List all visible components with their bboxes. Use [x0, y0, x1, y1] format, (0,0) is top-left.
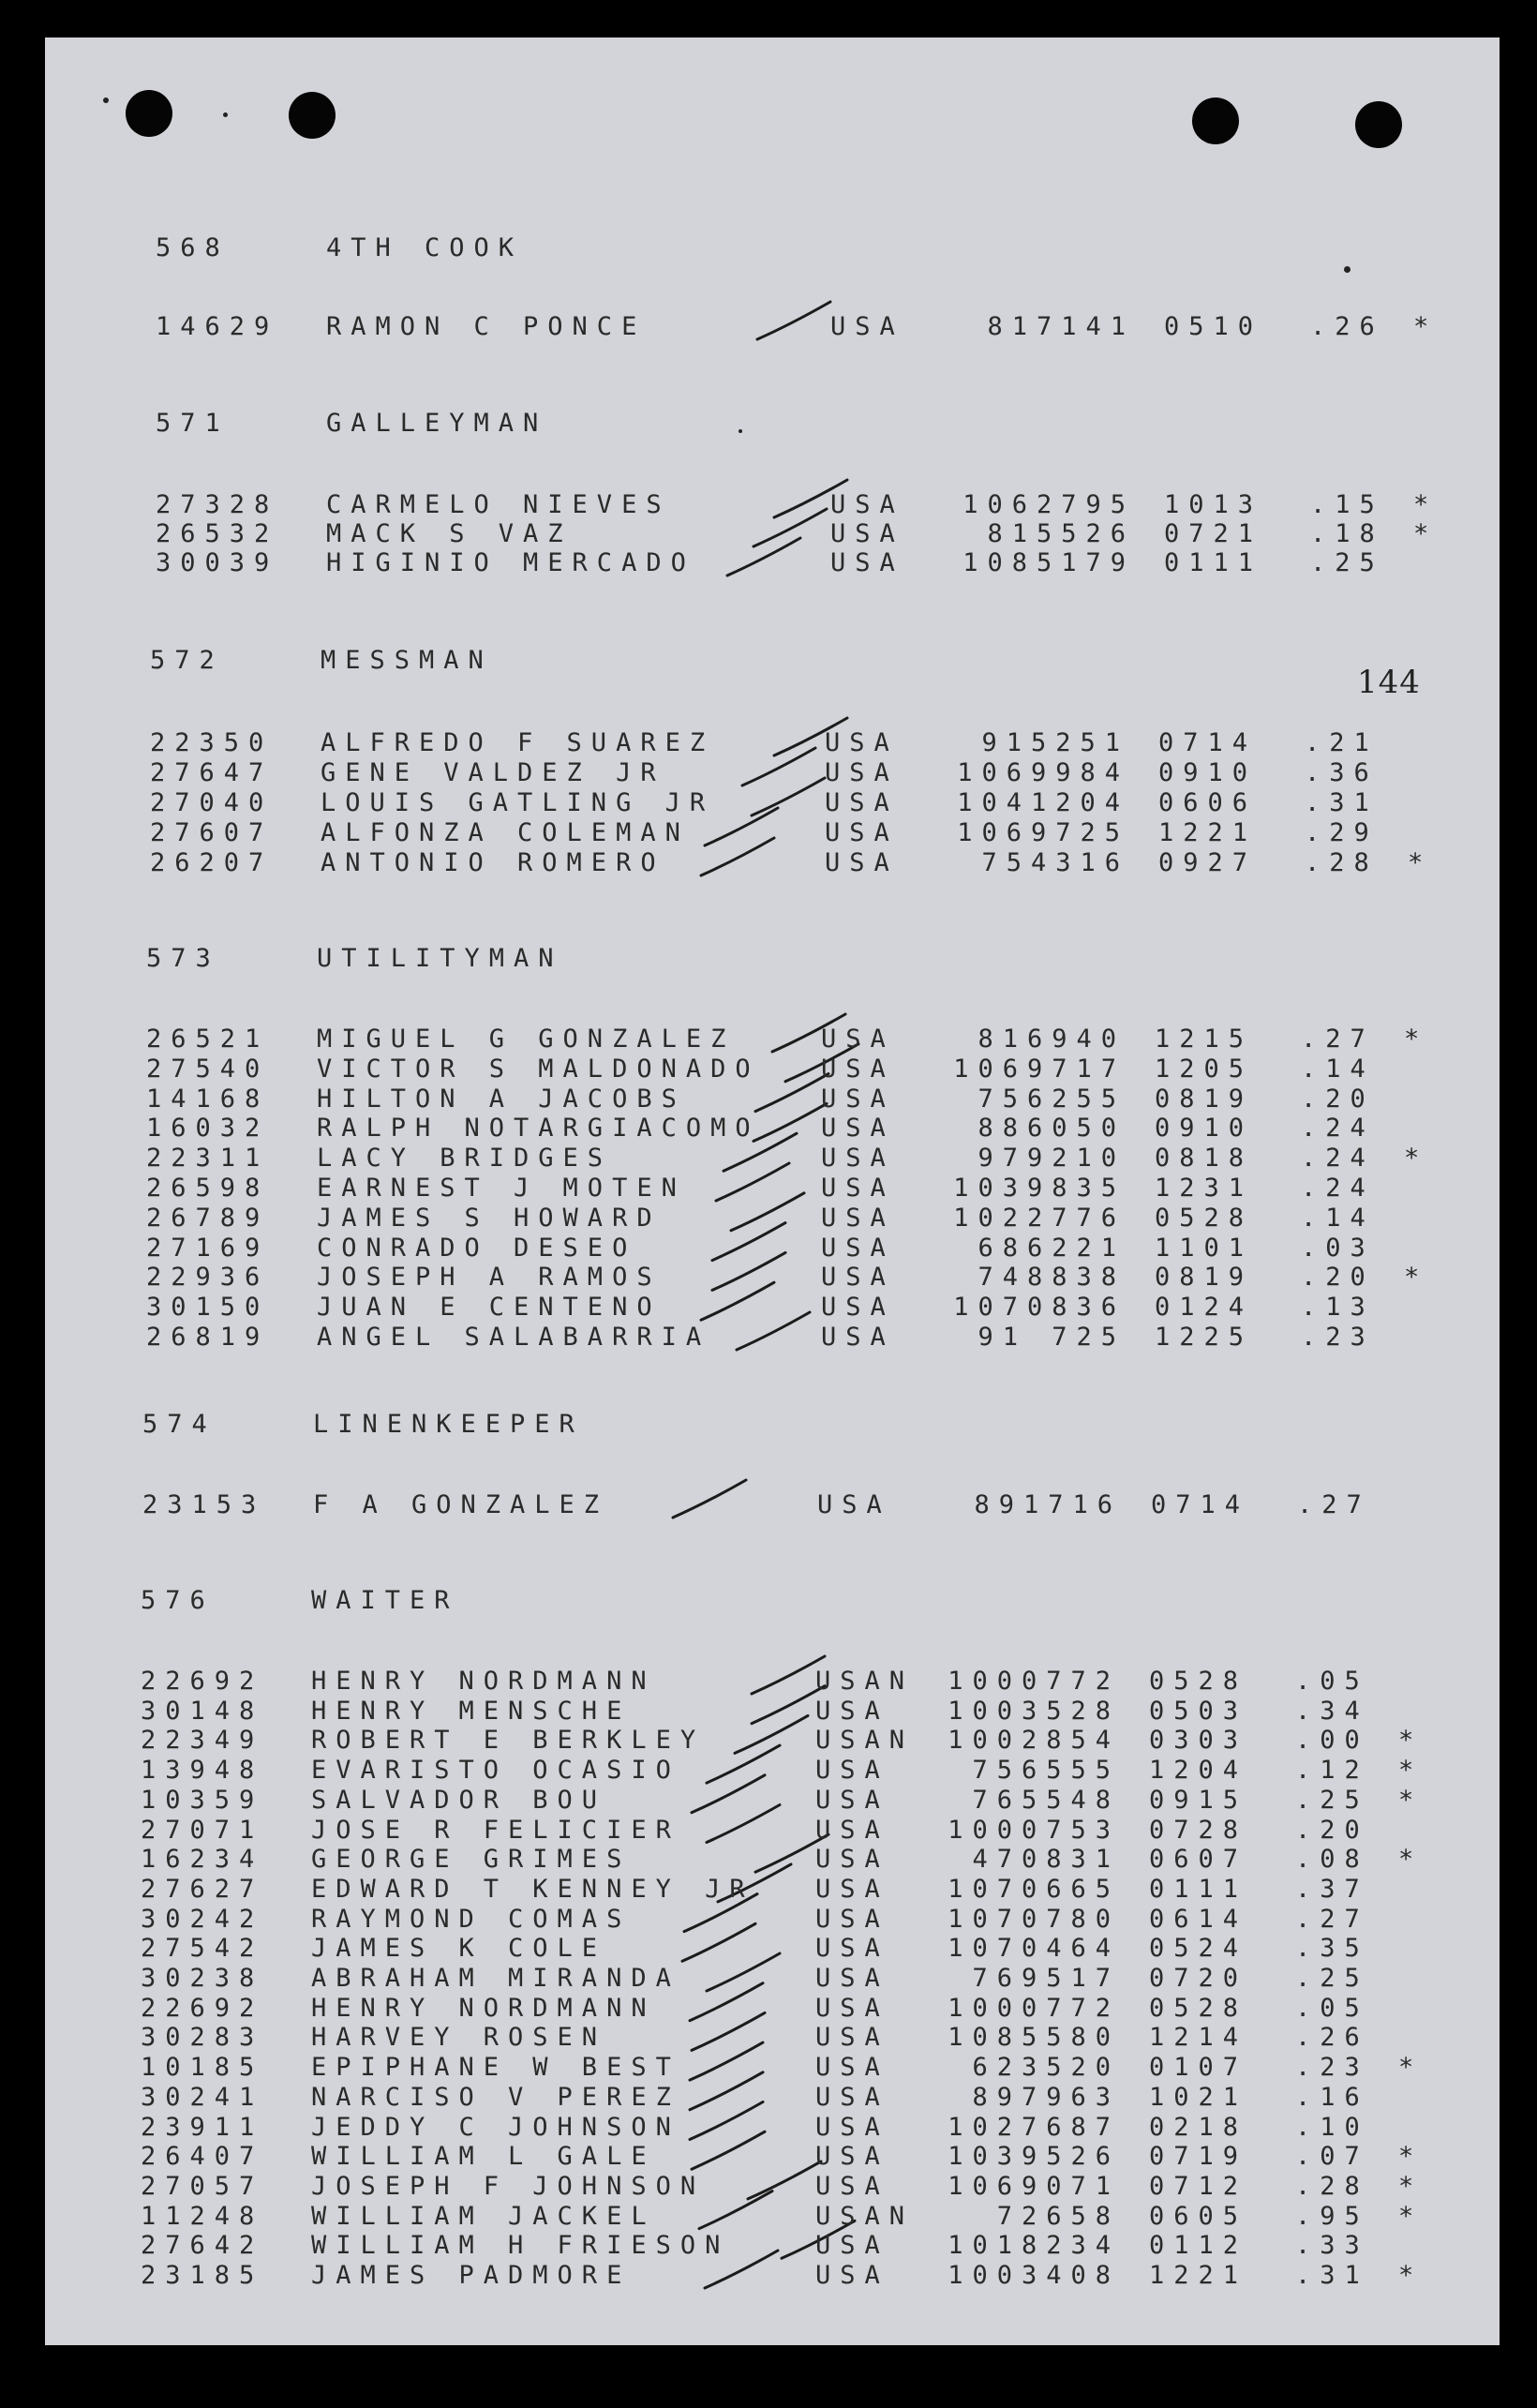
row-date: 0818: [1155, 1144, 1254, 1174]
row-asterisk: *: [1398, 2142, 1424, 2172]
row-number: 897963: [972, 2082, 1120, 2112]
row-nationality: USA: [815, 1874, 889, 1904]
row-name: ROBERT E BERKLEY: [311, 1726, 706, 1756]
row-name: HARVEY ROSEN: [311, 2023, 607, 2053]
row-number: 769517: [972, 1964, 1120, 1993]
group-code: 573: [146, 944, 220, 973]
row-id: 30283: [141, 2023, 264, 2053]
row-date: 0614: [1149, 1904, 1248, 1934]
row-name: GEORGE GRIMES: [311, 1845, 632, 1875]
row-date: 1205: [1155, 1054, 1254, 1084]
row-number: 1002854: [948, 1726, 1120, 1756]
row-rate: .24: [1301, 1114, 1375, 1144]
row-nationality: USA: [815, 2023, 889, 2053]
group-title: WAITER: [311, 1586, 459, 1615]
row-id: 26521: [146, 1025, 270, 1054]
row-nationality: USA: [825, 788, 899, 817]
row-name: LACY BRIDGES: [317, 1144, 613, 1174]
row-name: WILLIAM L GALE: [311, 2142, 656, 2172]
row-number: 1085179: [962, 548, 1135, 577]
row-id: 30241: [141, 2082, 264, 2112]
row-date: 0111: [1149, 1874, 1248, 1904]
row-date: 0927: [1158, 848, 1258, 877]
row-nationality: USA: [821, 1203, 895, 1233]
row-asterisk: *: [1398, 1845, 1424, 1875]
row-date: 1204: [1149, 1756, 1248, 1786]
row-rate: .24: [1301, 1144, 1375, 1174]
row-asterisk: *: [1404, 1263, 1429, 1293]
row-nationality: USA: [815, 2171, 889, 2201]
row-date: 0819: [1155, 1263, 1254, 1293]
row-number: 1070464: [948, 1934, 1120, 1964]
row-name: SALVADOR BOU: [311, 1785, 607, 1815]
row-id: 10359: [141, 1785, 264, 1815]
row-name: RAMON C PONCE: [326, 312, 647, 341]
row-rate: .20: [1301, 1263, 1375, 1293]
row-rate: .27: [1297, 1490, 1371, 1519]
row-date: 0124: [1155, 1293, 1254, 1323]
row-date: 0728: [1149, 1815, 1248, 1845]
row-name: CARMELO NIEVES: [326, 490, 671, 519]
row-id: 11248: [141, 2201, 264, 2231]
row-number: 1070780: [948, 1904, 1120, 1934]
row-rate: .28: [1305, 848, 1379, 877]
row-asterisk: *: [1404, 1144, 1429, 1174]
row-rate: .26: [1295, 2023, 1369, 2053]
row-date: 0714: [1151, 1490, 1250, 1519]
row-nationality: USA: [830, 490, 904, 519]
row-date: 0528: [1149, 1667, 1248, 1696]
row-date: 1214: [1149, 2023, 1248, 2053]
row-nationality: USA: [815, 1815, 889, 1845]
row-rate: .03: [1301, 1233, 1375, 1263]
row-number: 1022776: [953, 1203, 1126, 1233]
row-date: 1225: [1155, 1323, 1254, 1352]
row-id: 27540: [146, 1054, 270, 1084]
row-nationality: USA: [821, 1114, 895, 1144]
row-number: 748838: [977, 1263, 1126, 1293]
row-rate: .34: [1295, 1696, 1369, 1726]
row-id: 27057: [141, 2171, 264, 2201]
row-number: 1070836: [953, 1293, 1126, 1323]
row-number: 72658: [996, 2201, 1120, 2231]
row-date: 0524: [1149, 1934, 1248, 1964]
row-id: 27071: [141, 1815, 264, 1845]
row-id: 22936: [146, 1263, 270, 1293]
row-name: JEDDY C JOHNSON: [311, 2112, 680, 2142]
row-name: JOSEPH A RAMOS: [317, 1263, 662, 1293]
row-number: 756555: [972, 1756, 1120, 1786]
group-code: 576: [141, 1586, 215, 1615]
row-rate: .31: [1295, 2261, 1369, 2290]
row-date: 0528: [1155, 1203, 1254, 1233]
row-date: 1021: [1149, 2082, 1248, 2112]
row-name: EDWARD T KENNEY JR: [311, 1874, 754, 1904]
row-date: 0606: [1158, 788, 1258, 817]
row-nationality: USA: [815, 1964, 889, 1993]
row-id: 27642: [141, 2231, 264, 2261]
row-rate: .08: [1295, 1845, 1369, 1875]
row-nationality: USA: [830, 519, 904, 548]
row-nationality: USA: [815, 1756, 889, 1786]
row-rate: .25: [1295, 1964, 1369, 1993]
row-rate: .27: [1301, 1025, 1375, 1054]
row-id: 26407: [141, 2142, 264, 2172]
row-nationality: USA: [815, 2112, 889, 2142]
group-title: UTILITYMAN: [317, 944, 563, 973]
row-date: 0528: [1149, 1993, 1248, 2023]
row-nationality: USAN: [815, 1726, 915, 1756]
row-number: 1039835: [953, 1174, 1126, 1203]
row-nationality: USA: [825, 818, 899, 847]
row-id: 23185: [141, 2261, 264, 2290]
row-rate: .25: [1310, 548, 1384, 577]
row-id: 23153: [142, 1490, 266, 1519]
row-id: 30242: [141, 1904, 264, 1934]
row-name: MACK S VAZ: [326, 519, 573, 548]
row-number: 623520: [972, 2053, 1120, 2083]
row-id: 22692: [141, 1667, 264, 1696]
row-name: HENRY MENSCHE: [311, 1696, 632, 1726]
row-nationality: USA: [821, 1323, 895, 1352]
row-rate: .37: [1295, 1874, 1369, 1904]
row-date: 0720: [1149, 1964, 1248, 1993]
row-nationality: USA: [821, 1025, 895, 1054]
row-number: 1000772: [948, 1993, 1120, 2023]
row-name: EPIPHANE W BEST: [311, 2053, 680, 2083]
row-id: 26532: [156, 519, 279, 548]
row-rate: .25: [1295, 1785, 1369, 1815]
row-date: 1221: [1158, 818, 1258, 847]
row-nationality: USA: [821, 1174, 895, 1203]
row-rate: .21: [1305, 728, 1379, 757]
row-date: 0111: [1164, 548, 1263, 577]
row-number: 891716: [974, 1490, 1122, 1519]
row-name: JOSEPH F JOHNSON: [311, 2171, 706, 2201]
row-name: ANGEL SALABARRIA: [317, 1323, 711, 1352]
row-id: 26598: [146, 1174, 270, 1203]
row-date: 0607: [1149, 1845, 1248, 1875]
row-number: 1027687: [948, 2112, 1120, 2142]
row-name: NARCISO V PEREZ: [311, 2082, 680, 2112]
row-date: 1101: [1155, 1233, 1254, 1263]
row-asterisk: *: [1398, 1726, 1424, 1756]
row-name: RAYMOND COMAS: [311, 1904, 632, 1934]
row-rate: .20: [1301, 1084, 1375, 1114]
row-number: 1018234: [948, 2231, 1120, 2261]
row-id: 23911: [141, 2112, 264, 2142]
row-rate: .15: [1310, 490, 1384, 519]
row-id: 14629: [156, 312, 279, 341]
row-id: 30039: [156, 548, 279, 577]
row-name: ALFONZA COLEMAN: [321, 818, 690, 847]
row-name: VICTOR S MALDONADO: [317, 1054, 760, 1084]
row-id: 22692: [141, 1993, 264, 2023]
group-title: 4TH COOK: [326, 233, 524, 262]
row-nationality: USA: [815, 1934, 889, 1964]
row-asterisk: *: [1413, 312, 1439, 341]
row-asterisk: *: [1398, 1756, 1424, 1786]
row-nationality: USA: [821, 1054, 895, 1084]
row-number: 686221: [977, 1233, 1126, 1263]
row-number: 1039526: [948, 2142, 1120, 2172]
row-rate: .20: [1295, 1815, 1369, 1845]
row-name: GENE VALDEZ JR: [321, 758, 665, 787]
row-name: JOSE R FELICIER: [311, 1815, 680, 1845]
row-rate: .13: [1301, 1293, 1375, 1323]
row-name: JAMES K COLE: [311, 1934, 607, 1964]
row-id: 27607: [150, 818, 274, 847]
row-number: 979210: [977, 1144, 1126, 1174]
row-name: JAMES PADMORE: [311, 2261, 632, 2290]
row-nationality: USA: [815, 1904, 889, 1934]
row-number: 765548: [972, 1785, 1120, 1815]
row-id: 22350: [150, 728, 274, 757]
row-name: ANTONIO ROMERO: [321, 848, 665, 877]
row-date: 0605: [1149, 2201, 1248, 2231]
row-rate: .26: [1310, 312, 1384, 341]
row-id: 16032: [146, 1114, 270, 1144]
row-name: JUAN E CENTENO: [317, 1293, 662, 1323]
row-name: ALFREDO F SUAREZ: [321, 728, 715, 757]
row-rate: .10: [1295, 2112, 1369, 2142]
row-nationality: USA: [821, 1233, 895, 1263]
row-nationality: USA: [821, 1293, 895, 1323]
row-number: 754316: [981, 848, 1129, 877]
row-id: 26789: [146, 1203, 270, 1233]
row-name: HENRY NORDMANN: [311, 1993, 656, 2023]
row-number: 915251: [981, 728, 1129, 757]
group-title: LINENKEEPER: [313, 1410, 584, 1439]
handwritten-page-number: 144: [1357, 664, 1421, 701]
row-nationality: USAN: [815, 1667, 915, 1696]
row-number: 816940: [977, 1025, 1126, 1054]
row-name: HILTON A JACOBS: [317, 1084, 686, 1114]
row-name: EARNEST J MOTEN: [317, 1174, 686, 1203]
row-name: HIGINIO MERCADO: [326, 548, 695, 577]
row-nationality: USA: [821, 1263, 895, 1293]
row-name: LOUIS GATLING JR: [321, 788, 715, 817]
row-id: 27647: [150, 758, 274, 787]
row-nationality: USA: [815, 1993, 889, 2023]
roster-listing: [45, 37, 1500, 2345]
row-rate: .14: [1301, 1054, 1375, 1084]
row-date: 0819: [1155, 1084, 1254, 1114]
row-id: 16234: [141, 1845, 264, 1875]
row-nationality: USA: [815, 2053, 889, 2083]
row-number: 1003408: [948, 2261, 1120, 2290]
row-number: 1000753: [948, 1815, 1120, 1845]
row-name: HENRY NORDMANN: [311, 1667, 656, 1696]
row-number: 886050: [977, 1114, 1126, 1144]
row-rate: .33: [1295, 2231, 1369, 2261]
row-date: 1013: [1164, 490, 1263, 519]
row-nationality: USA: [830, 548, 904, 577]
row-id: 27169: [146, 1233, 270, 1263]
row-asterisk: *: [1398, 2171, 1424, 2201]
row-asterisk: *: [1398, 2053, 1424, 2083]
row-number: 756255: [977, 1084, 1126, 1114]
row-nationality: USA: [830, 312, 904, 341]
row-rate: .36: [1305, 758, 1379, 787]
row-date: 0303: [1149, 1726, 1248, 1756]
row-rate: .24: [1301, 1174, 1375, 1203]
document-page: [45, 37, 1500, 2345]
row-number: 817141: [987, 312, 1135, 341]
row-date: 0218: [1149, 2112, 1248, 2142]
row-name: JAMES S HOWARD: [317, 1203, 662, 1233]
row-id: 26819: [146, 1323, 270, 1352]
row-asterisk: *: [1398, 2201, 1424, 2231]
row-asterisk: *: [1413, 490, 1439, 519]
row-number: 1069984: [957, 758, 1129, 787]
row-nationality: USA: [815, 2082, 889, 2112]
row-asterisk: *: [1413, 519, 1439, 548]
row-date: 1215: [1155, 1025, 1254, 1054]
row-date: 0712: [1149, 2171, 1248, 2201]
row-date: 0721: [1164, 519, 1263, 548]
group-title: MESSMAN: [321, 646, 493, 675]
row-nationality: USA: [815, 2261, 889, 2290]
row-number: 1000772: [948, 1667, 1120, 1696]
row-id: 10185: [141, 2053, 264, 2083]
row-number: 1041204: [957, 788, 1129, 817]
row-id: 22349: [141, 1726, 264, 1756]
row-asterisk: *: [1398, 2261, 1424, 2290]
row-id: 14168: [146, 1084, 270, 1114]
group-code: 568: [156, 233, 230, 262]
row-rate: .07: [1295, 2142, 1369, 2172]
row-nationality: USA: [825, 728, 899, 757]
row-nationality: USA: [815, 2142, 889, 2172]
row-name: RALPH NOTARGIACOMO: [317, 1114, 760, 1144]
row-nationality: USA: [815, 2231, 889, 2261]
row-rate: .31: [1305, 788, 1379, 817]
row-rate: .14: [1301, 1203, 1375, 1233]
row-rate: .29: [1305, 818, 1379, 847]
row-id: 27040: [150, 788, 274, 817]
row-number: 1003528: [948, 1696, 1120, 1726]
row-date: 1231: [1155, 1174, 1254, 1203]
row-nationality: USA: [821, 1144, 895, 1174]
row-date: 0915: [1149, 1785, 1248, 1815]
row-number: 1070665: [948, 1874, 1120, 1904]
row-rate: .35: [1295, 1934, 1369, 1964]
row-number: 1062795: [962, 490, 1135, 519]
row-rate: .12: [1295, 1756, 1369, 1786]
row-nationality: USA: [815, 1845, 889, 1875]
row-id: 27328: [156, 490, 279, 519]
group-code: 574: [142, 1410, 216, 1439]
row-number: 91 725: [977, 1323, 1126, 1352]
row-id: 27542: [141, 1934, 264, 1964]
row-name: MIGUEL G GONZALEZ: [317, 1025, 736, 1054]
row-id: 30238: [141, 1964, 264, 1993]
row-id: 30148: [141, 1696, 264, 1726]
row-date: 0719: [1149, 2142, 1248, 2172]
row-rate: .28: [1295, 2171, 1369, 2201]
row-nationality: USA: [825, 848, 899, 877]
row-rate: .18: [1310, 519, 1384, 548]
row-asterisk: *: [1404, 1025, 1429, 1054]
row-asterisk: *: [1398, 1785, 1424, 1815]
row-name: WILLIAM JACKEL: [311, 2201, 656, 2231]
row-date: 0510: [1164, 312, 1263, 341]
row-rate: .05: [1295, 1667, 1369, 1696]
row-name: CONRADO DESEO: [317, 1233, 637, 1263]
row-asterisk: *: [1408, 848, 1433, 877]
row-date: 0910: [1158, 758, 1258, 787]
row-nationality: USA: [821, 1084, 895, 1114]
row-nationality: USA: [817, 1490, 891, 1519]
row-id: 30150: [146, 1293, 270, 1323]
row-id: 27627: [141, 1874, 264, 1904]
group-title: GALLEYMAN: [326, 409, 548, 438]
row-rate: .16: [1295, 2082, 1369, 2112]
row-number: 815526: [987, 519, 1135, 548]
row-id: 26207: [150, 848, 274, 877]
row-date: 0107: [1149, 2053, 1248, 2083]
row-name: WILLIAM H FRIESON: [311, 2231, 730, 2261]
group-code: 572: [150, 646, 224, 675]
row-number: 1069717: [953, 1054, 1126, 1084]
row-id: 22311: [146, 1144, 270, 1174]
row-number: 1069071: [948, 2171, 1120, 2201]
group-code: 571: [156, 409, 230, 438]
row-date: 0503: [1149, 1696, 1248, 1726]
row-number: 1069725: [957, 818, 1129, 847]
row-name: EVARISTO OCASIO: [311, 1756, 680, 1786]
row-rate: .23: [1295, 2053, 1369, 2083]
row-date: 0112: [1149, 2231, 1248, 2261]
row-nationality: USAN: [815, 2201, 915, 2231]
row-rate: .05: [1295, 1993, 1369, 2023]
row-nationality: USA: [815, 1696, 889, 1726]
row-number: 1085580: [948, 2023, 1120, 2053]
row-number: 470831: [972, 1845, 1120, 1875]
row-rate: .27: [1295, 1904, 1369, 1934]
row-name: ABRAHAM MIRANDA: [311, 1964, 680, 1993]
row-nationality: USA: [815, 1785, 889, 1815]
row-rate: .23: [1301, 1323, 1375, 1352]
row-date: 1221: [1149, 2261, 1248, 2290]
row-date: 0910: [1155, 1114, 1254, 1144]
row-rate: .00: [1295, 1726, 1369, 1756]
row-name: F A GONZALEZ: [313, 1490, 609, 1519]
row-rate: .95: [1295, 2201, 1369, 2231]
row-nationality: USA: [825, 758, 899, 787]
row-id: 13948: [141, 1756, 264, 1786]
row-date: 0714: [1158, 728, 1258, 757]
